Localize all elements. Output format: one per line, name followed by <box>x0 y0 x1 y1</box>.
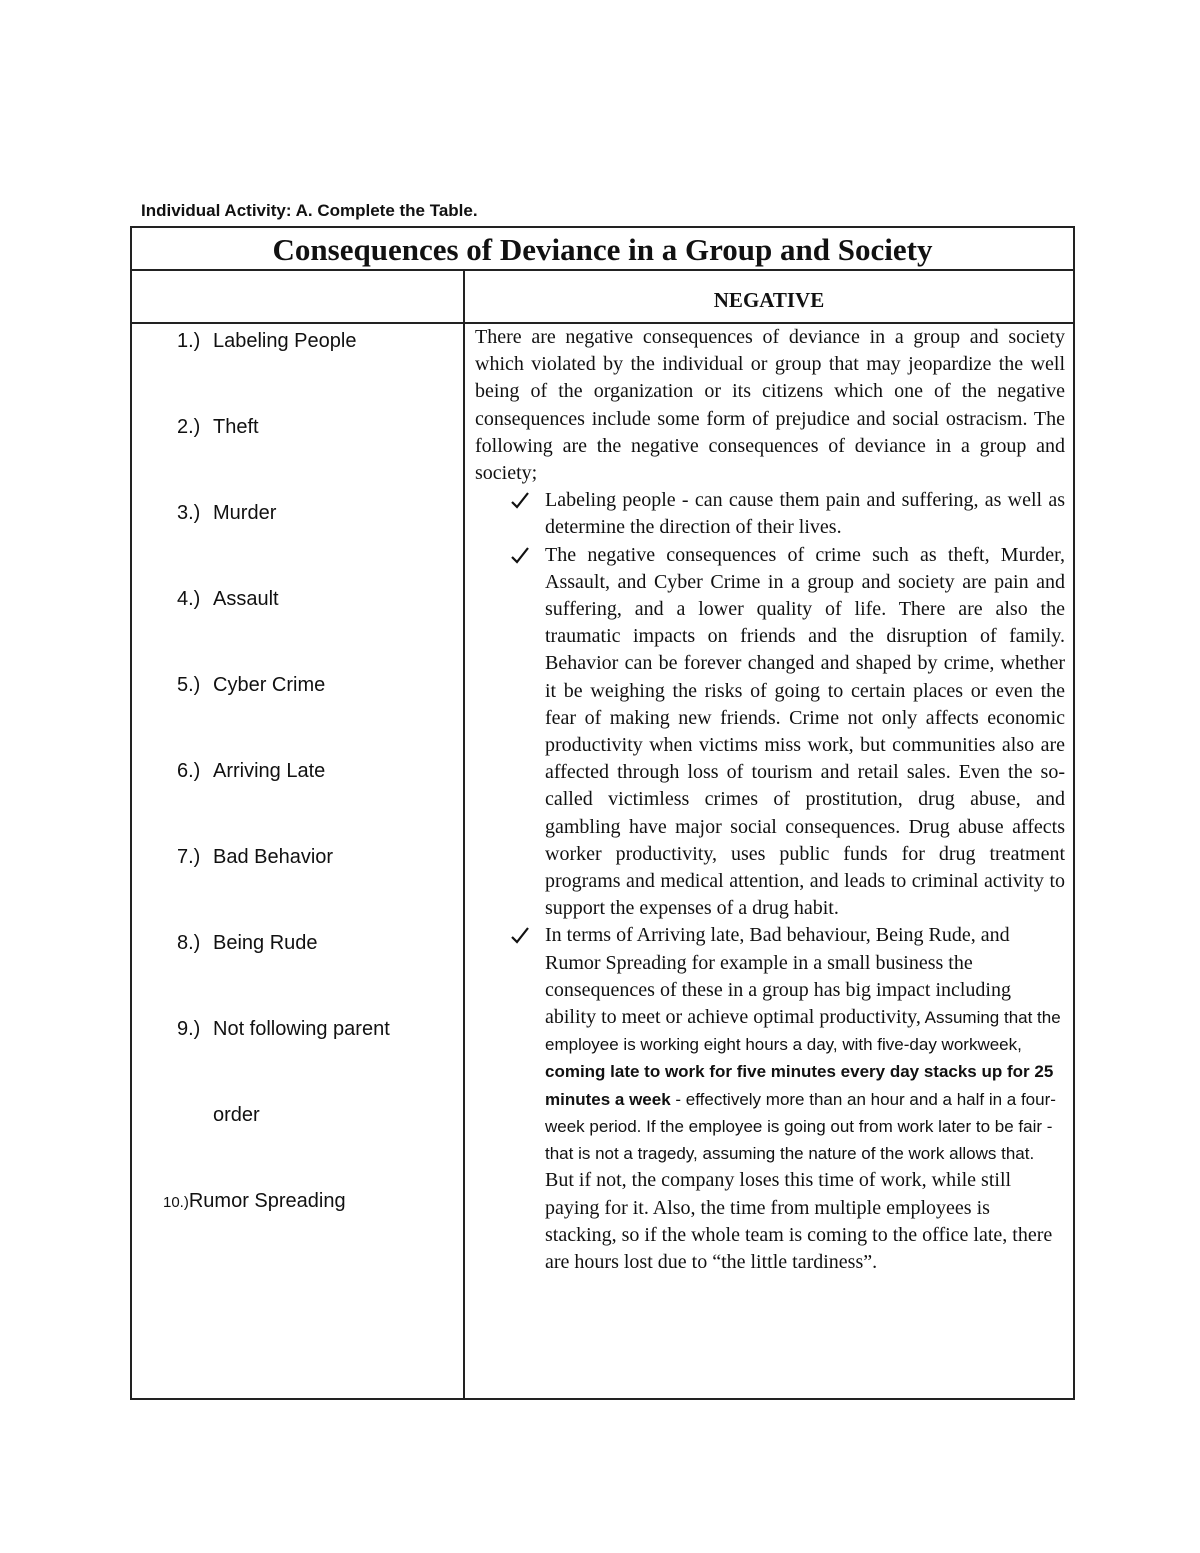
activity-title: Individual Activity: A. Complete the Table. <box>141 201 478 220</box>
checkmark-icon <box>509 922 531 949</box>
column-divider <box>463 271 465 1398</box>
checkmark-icon <box>509 487 531 514</box>
list-item: 5.) Cyber Crime <box>177 674 326 696</box>
negative-consequences-text <box>475 324 1065 1276</box>
list-item: 1.) Labeling People <box>177 330 357 352</box>
consequences-table <box>130 226 1075 1400</box>
list-item: 9.) Not following parent <box>177 1018 390 1040</box>
list-item: 7.) Bad Behavior <box>177 846 334 868</box>
list-item: 4.) Assault <box>177 588 279 610</box>
bullet-labeling: Labeling people - can cause them pain and suffering, as well as determine the direction of their lives. <box>545 487 1065 541</box>
list-item: 8.) Being Rude <box>177 932 318 954</box>
checkmark-icon <box>509 542 531 569</box>
list-item: 3.) Murder <box>177 502 277 524</box>
list-item: order <box>213 1104 260 1126</box>
table-title: Consequences of Deviance in a Group and Society <box>132 228 1073 271</box>
bullet-arriving-late: In terms of Arriving late, Bad behaviour, Being Rude, and Rumor Spreading for example in a small business the consequences of these in a group has big impact including ability to meet or achieve optimal productivity, Assuming that the employee is working eight hours a day, with five-day workweek, coming late to work for five minutes every day stacks up for 25 minutes a week - effectively more than an hour and a half in a four-week period. If the employee is going out from work later to be fair - that is not a tragedy, assuming the nature of the work allows that. But if not, the company loses this time of work, while still paying for it. Also, the time from multiple employees is stacking, so if the whole team is coming to the office late, there are hours lost due to “the little tardiness”. <box>545 922 1065 1276</box>
intro-paragraph: There are negative consequences of deviance in a group and society which violated by the individual or group that may jeopardize the well being of the organization or its citizens which one of the negative consequences include some form of prejudice and social ostracism. The following are the negative consequences of deviance in a group and society; <box>475 326 1065 485</box>
consequence-bullets <box>475 487 1065 1276</box>
bullet-crime: The negative consequences of crime such as theft, Murder, Assault, and Cyber Crime in a group and society are pain and suffering, and a lower quality of life. There are also the traumatic impacts on friends and the disruption of family. Behavior can be forever changed and shaped by crime, whether it be weighing the risks of going to certain places or even the fear of making new friends. Crime not only affects economic productivity when victims miss work, but communities also are affected through loss of tourism and retail sales. Even the so-called victimless crimes of prostitution, drug abuse, and gambling have major social consequences. Drug abuse affects worker productivity, uses public funds for drug treatment programs and medical attention, and leads to criminal activity to support the expenses of a drug habit. <box>545 542 1065 923</box>
list-item: 2.) Theft <box>177 416 259 438</box>
list-item: 6.) Arriving Late <box>177 760 326 782</box>
list-item: 10.)Rumor Spreading <box>163 1190 346 1212</box>
deviance-list <box>132 324 463 1398</box>
negative-column-header: NEGATIVE <box>713 288 825 312</box>
